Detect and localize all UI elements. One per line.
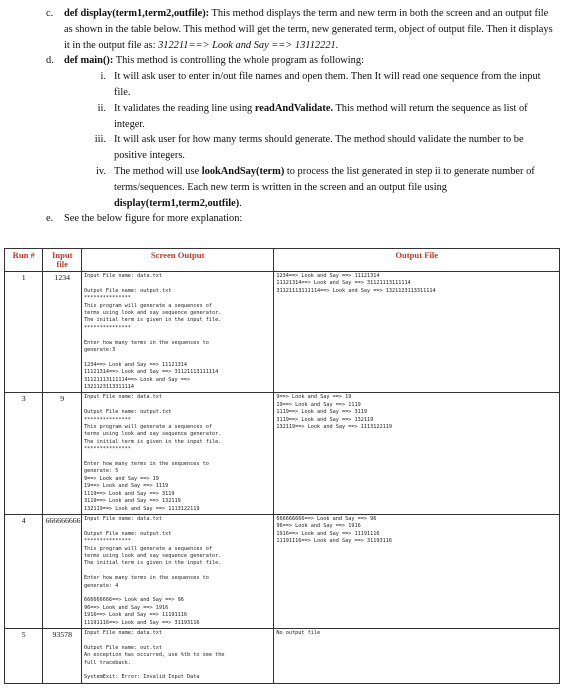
instruction-d-iii — [44, 132, 559, 164]
screen-output-line: 1916==> Look and Say ==> 11191116 — [83, 612, 188, 619]
screen-output-line: *************** — [83, 538, 131, 545]
figure-note: See the below figure for more explanation: — [64, 213, 243, 225]
output-file-cell — [274, 514, 560, 628]
input-file-value: 93578 — [43, 628, 81, 683]
screen-output-line — [84, 280, 271, 287]
screen-output-line: *************** — [83, 295, 131, 302]
main-signature: def main(): — [64, 55, 114, 67]
step-iv-method: lookAndSay(term) — [201, 165, 285, 177]
screen-output-line — [84, 332, 271, 339]
output-file-line: 9==> Look and Say ==> 19 — [276, 394, 352, 401]
screen-output-line — [84, 454, 271, 461]
screen-output-line: Input File name: data.txt — [83, 273, 163, 279]
run-number: 1 — [5, 272, 43, 393]
table-row — [5, 514, 560, 628]
screen-output-line: Input File name: data.txt — [83, 629, 163, 636]
instructions — [44, 6, 559, 227]
marker-c: c. — [46, 8, 54, 19]
screen-output-line: generate: 5 — [83, 468, 119, 475]
output-file-cell — [274, 393, 560, 514]
display-description: This method displays the term and new term in both the screen and an output file as shown in the table below. This method will get the term, new generated term, object of output file. Then it displays it in the output file as: — [64, 8, 553, 51]
screen-output-line: Output File name: out.txt — [83, 644, 163, 651]
input-file-value: 9 — [43, 393, 81, 514]
screen-output-line: This program will generate a sequences of — [83, 302, 213, 309]
screen-output-line: Output File name: output.txt — [83, 287, 172, 294]
table-row — [5, 272, 560, 393]
instruction-d-ii — [44, 101, 559, 133]
screen-output-line: 1119==> Look and Say ==> 3119 — [83, 490, 175, 497]
screen-output-line: *************** — [83, 416, 131, 423]
screen-output-line: 132119==> Look and Say ==> 1113122119 — [83, 505, 200, 512]
table-body — [5, 272, 560, 684]
marker-d-iii: iii. — [94, 134, 106, 146]
screen-output-line: 1321123113311114 — [83, 384, 134, 391]
output-file-line: 666666666==> Look and Say ==> 96 — [276, 515, 377, 522]
output-file-cell — [274, 272, 560, 393]
screen-output-line: Enter how many terms in the sequences to — [83, 339, 209, 346]
screen-output-line: Output File name: output.txt — [83, 530, 172, 537]
screen-output-line: terms using look and say sequence generator. — [83, 310, 222, 317]
runs-table — [4, 248, 560, 684]
screen-output-line: 31121113111114==> Look and Say ==> — [83, 376, 191, 383]
step-iii-text: It will ask user for how many terms should generate. The method should validate the number to be positive integers. — [114, 134, 524, 162]
marker-d-ii: ii. — [97, 102, 106, 114]
run-number: 3 — [5, 393, 43, 514]
output-file-line: 3119==> Look and Say ==> 132119 — [276, 416, 374, 423]
screen-output-line: Input File name: data.txt — [83, 394, 163, 401]
screen-output-line: The initial term is given in the input file. — [83, 317, 222, 324]
screen-output-line — [84, 590, 271, 597]
output-file-line: 11121314==> Look and Say ==> 31121113111114 — [276, 280, 411, 287]
screen-output-line — [84, 568, 271, 575]
screen-output-cell — [81, 393, 273, 514]
screen-output-line: SystemExit: Error: Invalid Input Data — [83, 674, 200, 681]
table-row — [5, 393, 560, 514]
output-file-line: 132119==> Look and Say ==> 1113122119 — [276, 424, 392, 431]
output-file-line: 31121113111114==> Look and Say ==> 1321123113311114 — [276, 287, 436, 294]
input-file-value: 1234 — [43, 272, 81, 393]
header-screen: Screen Output — [81, 249, 273, 272]
screen-output-line: *************** — [83, 446, 131, 453]
run-number: 4 — [5, 514, 43, 628]
instruction-d — [44, 53, 559, 69]
screen-output-line: 11191116==> Look and Say ==> 31193116 — [83, 619, 200, 626]
screen-output-line: *************** — [83, 324, 131, 331]
output-file-line: No output file — [276, 629, 321, 636]
screen-output-line — [84, 402, 271, 409]
step-ii-pre: It validates the reading line using — [114, 102, 255, 114]
output-file-line: 96==> Look and Say ==> 1916 — [276, 523, 361, 530]
output-file-line: 1916==> Look and Say ==> 11191116 — [276, 530, 380, 537]
output-file-cell — [274, 628, 560, 683]
screen-output-line: The initial term is given in the input file. — [83, 438, 222, 445]
table-header-row — [5, 249, 560, 272]
screen-output-cell — [81, 628, 273, 683]
screen-output-line: 96==> Look and Say ==> 1916 — [83, 604, 169, 611]
step-iv-pre: The method will use — [114, 165, 202, 177]
screen-output-line: 11121314==> Look and Say ==> 31121113111114 — [83, 369, 219, 376]
screen-output-line: 19==> Look and Say ==> 1119 — [83, 483, 169, 490]
header-input: Input file — [43, 249, 81, 272]
screen-output-line: Enter how many terms in the sequences to — [83, 575, 209, 582]
screen-output-line — [84, 667, 271, 674]
step-iv-method-2: display(term1,term2,outfile) — [114, 197, 240, 209]
screen-output-cell — [81, 514, 273, 628]
step-iv-mid: to process the list generated in step ii to generate number of terms/sequences. Each new term is written in the screen and an output file using — [114, 165, 535, 193]
screen-output-line: Output File name: output.txt — [83, 409, 172, 416]
display-signature: def display(term1,term2,outfile): — [64, 8, 210, 19]
table-row — [5, 628, 560, 683]
screen-output-line: Enter how many terms in the sequences to — [83, 461, 209, 468]
output-file-line: 1234==> Look and Say ==> 11121314 — [276, 273, 380, 279]
screen-output-line: full traceback. — [83, 659, 131, 666]
instruction-e — [44, 211, 559, 227]
output-file-line: 1119==> Look and Say ==> 3119 — [276, 409, 367, 416]
screen-output-line: 3119==> Look and Say ==> 132119 — [83, 498, 181, 505]
marker-d: d. — [46, 55, 54, 67]
step-ii-post: This method will return the sequence as list of integer. — [114, 102, 528, 130]
instruction-c — [44, 6, 559, 53]
header-run: Run # — [5, 249, 43, 272]
step-ii-method: readAndValidate. — [254, 102, 334, 114]
screen-output-cell — [81, 272, 273, 393]
instruction-d-i — [44, 69, 559, 101]
screen-output-line — [84, 637, 271, 644]
screen-output-line: 9==> Look and Say ==> 19 — [83, 475, 159, 482]
screen-output-line: This program will generate a sequences of — [83, 424, 213, 431]
step-iv-post: . — [239, 197, 242, 209]
header-output: Output File — [274, 249, 560, 272]
screen-output-line: terms using look and say sequence generator. — [83, 431, 222, 438]
screen-output-line: 1234==> Look and Say ==> 11121314 — [83, 361, 188, 368]
input-file-value: 666666666 — [43, 514, 81, 628]
screen-output-line: An exception has occurred, use %tb to see the — [83, 652, 225, 659]
step-i-text: It will ask user to enter in/out file names and open them. Then It will read one sequence from the input file. — [114, 71, 541, 98]
screen-output-line: Input File name: data.txt — [83, 515, 163, 522]
screen-output-line — [84, 354, 271, 361]
main-description: This method is controlling the whole program as following: — [113, 55, 364, 67]
screen-output-line: 666666666==> Look and Say ==> 96 — [83, 597, 184, 604]
run-number: 5 — [5, 628, 43, 683]
screen-output-line — [84, 523, 271, 530]
output-file-line: 11191116==> Look and Say ==> 31193116 — [276, 538, 392, 545]
screen-output-line: generate: 4 — [83, 582, 119, 589]
marker-e: e. — [46, 213, 54, 225]
instruction-d-iv — [44, 164, 559, 211]
screen-output-line: terms using look and say sequence generator. — [83, 552, 222, 559]
screen-output-line: generate:3 — [83, 347, 116, 354]
screen-output-line: This program will generate a sequences of — [83, 545, 213, 552]
screen-output-line: The initial term is given in the input file. — [83, 560, 222, 567]
display-example: 312211==> Look and Say ==> 13112221. — [158, 39, 339, 51]
output-file-line: 19==> Look and Say ==> 1119 — [276, 401, 361, 408]
marker-d-i: i. — [100, 71, 106, 83]
marker-d-iv: iv. — [95, 165, 106, 177]
